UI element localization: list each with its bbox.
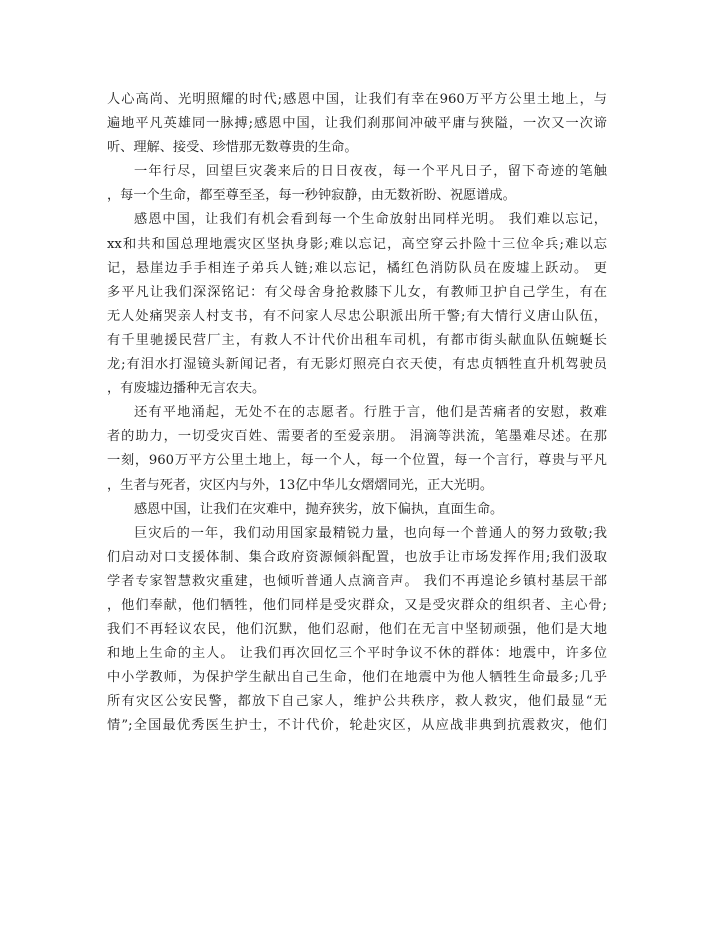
text-line: ，有废墟边播种无言农夫。 (107, 381, 266, 397)
text-line: 无人处痛哭亲人村支书，有不问家人尽忠公职派出所干警;有大情行义唐山队伍， (107, 308, 607, 324)
text-line: 龙;有泪水打湿镜头新闻记者，有无影灯照亮白衣天使，有忠贞牺牲直升机驾驶员 (107, 357, 607, 373)
text-line: 一刻，960万平方公里土地上，每一个人，每一个位置，每一个言行，尊贵与平凡 (107, 453, 607, 469)
text-line: 记，悬崖边手手相连子弟兵人链;难以忘记，橘红色消防队员在废墟上跃动。 更 (107, 260, 607, 276)
text-line: ，生者与死者，灾区内与外，13亿中华儿女熠熠同光，正大光明。 (107, 477, 494, 493)
text-line: 我们不再轻议农民，他们沉默，他们忍耐，他们在无言中坚韧顽强，他们是大地 (107, 622, 607, 638)
text-line: 遍地平凡英雄同一脉搏;感恩中国，让我们刹那间冲破平庸与狭隘，一次又一次谛 (107, 116, 607, 132)
text-line: 人心高尚、光明照耀的时代;感恩中国，让我们有幸在960万平方公里土地上，与 (107, 92, 607, 107)
text-line: xx和共和国总理地震灾区坚执身影;难以忘记，高空穿云扑险十三位伞兵;难以忘 (107, 236, 607, 252)
text-line: 听、理解、接受、珍惜那无数尊贵的生命。 (107, 140, 358, 156)
text-line: 一年行尽，回望巨灾袭来后的日日夜夜，每一个平凡日子，留下奇迹的笔触 (134, 164, 607, 180)
text-line: 还有平地涌起，无处不在的志愿者。行胜于言，他们是苦痛者的安慰，救难 (134, 405, 607, 421)
text-line: 有千里驰援民营厂主，有救人不计代价出租车司机，有都市街头献血队伍蜿蜒长 (107, 332, 607, 348)
text-line: 中小学教师，为保护学生献出自己生命，他们在地震中为他人牺牲生命最多;几乎 (107, 670, 607, 686)
text-line: ，每一个生命，都至尊至圣，每一秒钟寂静，由无数祈盼、祝愿谱成。 (107, 188, 516, 204)
text-line: 学者专家智慧救灾重建，也倾听普通人点滴音声。 我们不再遑论乡镇村基层干部 (107, 573, 607, 589)
text-line: 感恩中国，让我们在灾难中，抛弃狭劣，放下偏执，直面生命。 (134, 501, 504, 517)
text-line: ，他们奉献，他们牺牲，他们同样是受灾群众，又是受灾群众的组织者、主心骨; (107, 597, 607, 613)
text-line: 巨灾后的一年，我们动用国家最精锐力量，也向每一个普通人的努力致敬;我 (134, 525, 607, 541)
text-line: 所有灾区公安民警，都放下自己家人，维护公共秩序，救人救灾，他们最显“无 (107, 694, 607, 710)
text-line: 们启动对口支援体制、集合政府资源倾斜配置，也放手让市场发挥作用;我们汲取 (107, 549, 607, 565)
document-body (107, 88, 607, 739)
text-line: 者的助力，一切受灾百姓、需要者的至爱亲朋。 涓滴等洪流，笔墨难尽述。在那 (107, 429, 607, 445)
text-line: 情”;全国最优秀医生护士，不计代价，轮赴灾区，从应战非典到抗震救灾，他们 (107, 718, 607, 734)
text-line: 多平凡让我们深深铭记：有父母舍身抢救膝下儿女，有教师卫护自己学生，有在 (107, 284, 607, 300)
text-line: 感恩中国，让我们有机会看到每一个生命放射出同样光明。 我们难以忘记， (134, 212, 607, 228)
text-line: 和地上生命的主人。 让我们再次回忆三个平时争议不休的群体：地震中，许多位 (107, 646, 607, 662)
